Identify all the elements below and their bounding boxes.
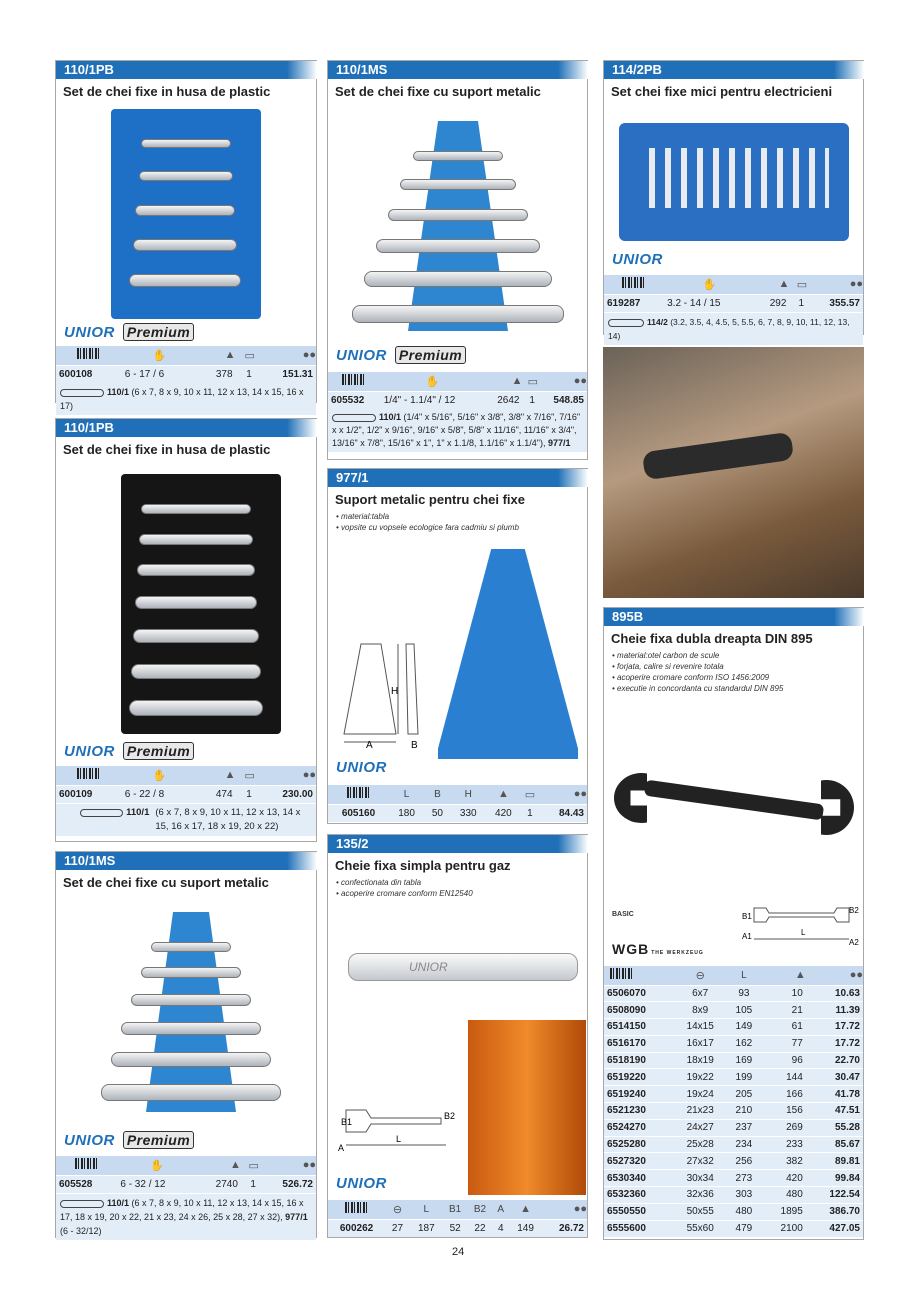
table-cell: 6508090 xyxy=(604,1002,674,1019)
table-cell: 30x34 xyxy=(674,1170,726,1187)
table-row xyxy=(604,1103,863,1120)
package-qty-icon: ▭ xyxy=(244,769,255,782)
wrench-icon xyxy=(332,414,376,422)
product-code: 110/1PB xyxy=(56,61,316,79)
set-contents-note: 110/1 (6 x 7, 8 x 9, 10 x 11, 12 x 13, 14 x 15, 16 x 17, 18 x 19, 20 x 22, 21 x 23, 24 x 26, 25 x 28, 27 x 32), 977/1 (6 - 32/12) xyxy=(56,1194,316,1240)
package-qty-icon: ▭ xyxy=(248,1159,259,1172)
product-table: L B H ▲ ▭ ●● 605160 180 50 330 420 1 84.43 xyxy=(328,785,587,822)
table-row: 605532 1/4" - 1.1/4" / 12 2642 1 548.85 xyxy=(328,391,587,409)
barcode-icon xyxy=(622,277,646,288)
product-title: Cheie fixa simpla pentru gaz xyxy=(335,858,511,873)
table-row xyxy=(604,1002,863,1019)
table-cell: 6532360 xyxy=(604,1187,674,1204)
wrench-icon xyxy=(80,809,123,817)
table-cell: 47.51 xyxy=(806,1103,863,1120)
unior-premium-logo: UNIOR Premium xyxy=(64,742,194,760)
product-table xyxy=(328,372,587,409)
table-cell: 210 xyxy=(726,1103,761,1120)
table-cell: 6519240 xyxy=(604,1086,674,1103)
weight-icon: ▲ xyxy=(224,769,236,782)
product-table xyxy=(56,1156,316,1193)
table-cell: 427.05 xyxy=(806,1220,863,1237)
metal-stand-image xyxy=(438,549,578,759)
electrician-wrench-set-image xyxy=(619,123,849,241)
table-row xyxy=(604,1203,863,1220)
product-110-1ms-b xyxy=(327,60,588,460)
package-qty-icon: ▭ xyxy=(527,375,538,388)
hand-size-icon: ✋ xyxy=(702,278,717,291)
unior-logo: UNIOR xyxy=(612,251,663,268)
table-row xyxy=(604,985,863,1002)
feature-bullet: • forjata, calire si revenire totala xyxy=(612,662,724,671)
svg-text:H: H xyxy=(391,686,399,697)
table-cell: 2100 xyxy=(762,1220,806,1237)
wrench-icon xyxy=(608,319,644,327)
table-row: 600262 27 187 52 22 4 149 26.72 xyxy=(328,1219,587,1237)
unior-premium-logo: UNIOR Premium xyxy=(336,346,466,364)
coins-icon: ●● xyxy=(849,278,863,291)
page-number: 24 xyxy=(452,1246,465,1258)
product-code: 110/1PB xyxy=(56,419,316,437)
svg-text:B: B xyxy=(411,740,418,749)
table-cell: 11.39 xyxy=(806,1002,863,1019)
unior-premium-logo: UNIOR Premium xyxy=(64,1131,194,1149)
table-cell: 6x7 xyxy=(674,985,726,1002)
svg-text:L: L xyxy=(396,1134,402,1144)
table-row xyxy=(604,1019,863,1036)
product-code: 110/1MS xyxy=(56,852,316,870)
weight-icon: ▲ xyxy=(794,969,806,982)
table-row: 619287 3.2 - 14 / 15 292 1 355.57 xyxy=(604,294,863,312)
table-cell: 6524270 xyxy=(604,1119,674,1136)
svg-text:A1: A1 xyxy=(742,932,752,941)
table-cell: 99.84 xyxy=(806,1170,863,1187)
table-cell: 480 xyxy=(726,1203,761,1220)
product-135-2 xyxy=(327,834,588,1238)
coins-icon: ●● xyxy=(302,769,316,782)
barcode-icon xyxy=(77,348,101,359)
product-table xyxy=(56,766,316,803)
table-cell: 22.70 xyxy=(806,1052,863,1069)
table-cell: 6555600 xyxy=(604,1220,674,1237)
product-110-1pb-b xyxy=(55,418,317,842)
product-table: ⊖ L ▲ ●● 6506070 6x7 93 10 10.63 6508090 8x9 105 21 11.39 6514150 14x15 149 61 17.72 6516170 16x17 162 77 17.72 6518190 18x19 169 96 22.70 6519220 19x22 199 144 30.47 6519240 19x24 205 166 41.78 6521230 21x23 210 156 47.51 6524270 24x27 237 269 55.28 6525280 25x28 234 233 85.67 6527320 27x32 256 382 89.81 6530340 30x34 273 420 99.84 6532360 32x36 303 480 122.54 6550550 50x55 480 1895 386.70 6555600 55x60 479 2100 427.05 xyxy=(604,966,863,1237)
coins-icon: ●● xyxy=(573,1203,587,1216)
wrench-set-metal-stand-image xyxy=(96,912,286,1122)
table-cell: 21 xyxy=(762,1002,806,1019)
set-contents-note: 110/1 (6 x 7, 8 x 9, 10 x 11, 12 x 13, 14 x 15, 16 x 17, 18 x 19, 20 x 22) xyxy=(56,804,316,836)
feature-bullet: • vopsite cu vopsele ecologice fara cadmiu si plumb xyxy=(336,523,519,532)
table-cell: 420 xyxy=(762,1170,806,1187)
table-row: 600109 6 - 22 / 8 474 1 230.00 xyxy=(56,785,316,803)
table-cell: 169 xyxy=(726,1052,761,1069)
double-open-end-wrench-image xyxy=(614,768,854,833)
product-title: Set de chei fixe in husa de plastic xyxy=(63,84,271,99)
unior-premium-logo: UNIOR Premium xyxy=(64,323,194,341)
svg-text:L: L xyxy=(801,928,806,937)
product-code: 977/1 xyxy=(328,469,587,487)
product-title: Cheie fixa dubla dreapta DIN 895 xyxy=(611,631,813,646)
product-title: Set de chei fixe cu suport metalic xyxy=(335,84,541,99)
table-cell: 55.28 xyxy=(806,1119,863,1136)
table-cell: 77 xyxy=(762,1035,806,1052)
basic-logo: BASIC xyxy=(612,911,634,918)
table-cell: 234 xyxy=(726,1136,761,1153)
table-cell: 149 xyxy=(726,1019,761,1036)
table-cell: 6521230 xyxy=(604,1103,674,1120)
barcode-icon xyxy=(347,787,371,798)
weight-icon: ▲ xyxy=(497,788,509,801)
table-cell: 6527320 xyxy=(604,1153,674,1170)
svg-text:B1: B1 xyxy=(341,1117,353,1127)
table-cell: 199 xyxy=(726,1069,761,1086)
table-cell: 122.54 xyxy=(806,1187,863,1204)
unior-logo: UNIOR xyxy=(336,1175,387,1192)
wrench-icon xyxy=(60,389,104,397)
hands-holding-wrench-photo xyxy=(603,347,864,598)
table-cell: 30.47 xyxy=(806,1069,863,1086)
table-cell: 10.63 xyxy=(806,985,863,1002)
weight-icon: ▲ xyxy=(520,1203,531,1216)
table-cell: 237 xyxy=(726,1119,761,1136)
wrench-set-pouch-image xyxy=(111,109,261,319)
wrench-dimension-diagram xyxy=(739,903,859,948)
table-cell: 233 xyxy=(762,1136,806,1153)
product-table: ⊖ L B1 B2 A ▲ ●● 600262 27 187 52 22 4 149 26.72 xyxy=(328,1200,587,1237)
feature-bullet: • acoperire cromare conform ISO 1456:2009 xyxy=(612,673,770,682)
weight-icon: ▲ xyxy=(778,278,790,291)
svg-text:A2: A2 xyxy=(849,938,859,947)
table-cell: 18x19 xyxy=(674,1052,726,1069)
feature-bullet: • confectionata din tabla xyxy=(336,878,422,887)
wrench-size-icon: ⊖ xyxy=(392,1203,403,1216)
product-title: Suport metalic pentru chei fixe xyxy=(335,492,525,507)
table-row xyxy=(604,1086,863,1103)
product-code: 114/2PB xyxy=(604,61,863,79)
hand-size-icon: ✋ xyxy=(425,375,440,388)
table-cell: 479 xyxy=(726,1220,761,1237)
table-cell: 273 xyxy=(726,1170,761,1187)
coins-icon: ●● xyxy=(302,1159,316,1172)
product-110-1ms-a xyxy=(55,851,317,1238)
hand-size-icon: ✋ xyxy=(152,769,167,782)
table-cell: 8x9 xyxy=(674,1002,726,1019)
table-row xyxy=(604,1187,863,1204)
table-row xyxy=(604,1052,863,1069)
wrench-icon xyxy=(60,1200,104,1208)
table-cell: 24x27 xyxy=(674,1119,726,1136)
table-cell: 256 xyxy=(726,1153,761,1170)
table-cell: 162 xyxy=(726,1035,761,1052)
wrench-set-metal-stand-image xyxy=(348,121,568,341)
table-cell: 166 xyxy=(762,1086,806,1103)
table-cell: 27x32 xyxy=(674,1153,726,1170)
table-cell: 6506070 xyxy=(604,985,674,1002)
table-row: 605160 180 50 330 420 1 84.43 xyxy=(328,804,587,822)
wrench-size-icon: ⊖ xyxy=(695,969,705,982)
package-qty-icon: ▭ xyxy=(796,278,808,291)
product-code: 110/1MS xyxy=(328,61,587,79)
table-cell: 205 xyxy=(726,1086,761,1103)
table-cell: 55x60 xyxy=(674,1220,726,1237)
gas-cylinder-photo xyxy=(468,1020,586,1195)
wrench-dimension-diagram xyxy=(336,1105,461,1155)
table-row xyxy=(604,1170,863,1187)
barcode-icon xyxy=(342,374,366,385)
table-cell: 6514150 xyxy=(604,1019,674,1036)
table-cell: 50x55 xyxy=(674,1203,726,1220)
product-table xyxy=(604,275,863,312)
table-cell: 303 xyxy=(726,1187,761,1204)
product-977-1 xyxy=(327,468,588,824)
set-contents-note: 110/1 (1/4" x 5/16", 5/16" x 3/8", 3/8" x 7/16", 7/16" x x 1/2", 1/2" x 9/16", 9/16" x 5/8", 5/8" x 11/16", 11/16" x 3/4", 13/16" x 7/8", 15/16" x 1", 1" x 1.1/8, 1.1/16" x 1.1/4"), 977/1 xyxy=(328,409,587,452)
table-cell: 144 xyxy=(762,1069,806,1086)
table-cell: 16x17 xyxy=(674,1035,726,1052)
weight-icon: ▲ xyxy=(511,375,523,388)
table-cell: 32x36 xyxy=(674,1187,726,1204)
table-cell: 6550550 xyxy=(604,1203,674,1220)
svg-text:A: A xyxy=(366,740,373,749)
table-row xyxy=(604,1153,863,1170)
table-cell: 480 xyxy=(762,1187,806,1204)
table-cell: 6516170 xyxy=(604,1035,674,1052)
svg-text:B2: B2 xyxy=(849,906,859,915)
product-114-2pb xyxy=(603,60,864,341)
table-row: 605528 6 - 32 / 12 2740 1 526.72 xyxy=(56,1175,316,1193)
table-cell: 41.78 xyxy=(806,1086,863,1103)
table-cell: 6530340 xyxy=(604,1170,674,1187)
table-cell: 386.70 xyxy=(806,1203,863,1220)
coins-icon: ●● xyxy=(573,788,587,801)
table-cell: 17.72 xyxy=(806,1035,863,1052)
barcode-icon xyxy=(75,1158,99,1169)
table-cell: 17.72 xyxy=(806,1019,863,1036)
table-cell: 6519220 xyxy=(604,1069,674,1086)
svg-text:B2: B2 xyxy=(444,1111,456,1121)
product-code: 895B xyxy=(604,608,863,626)
coins-icon: ●● xyxy=(573,375,587,388)
table-cell: 156 xyxy=(762,1103,806,1120)
set-contents-note: 110/1 (6 x 7, 8 x 9, 10 x 11, 12 x 13, 14 x 15, 16 x 17) xyxy=(56,383,316,415)
product-title: Set de chei fixe in husa de plastic xyxy=(63,442,271,457)
product-title: Set de chei fixe cu suport metalic xyxy=(63,875,269,890)
coins-icon: ●● xyxy=(849,969,863,982)
table-cell: 6525280 xyxy=(604,1136,674,1153)
table-row xyxy=(604,1069,863,1086)
weight-icon: ▲ xyxy=(230,1159,241,1172)
stand-dimension-diagram xyxy=(336,634,431,749)
table-row xyxy=(604,1119,863,1136)
weight-icon: ▲ xyxy=(224,349,236,362)
table-row xyxy=(604,1220,863,1237)
gas-wrench-image: UNIOR xyxy=(348,953,578,981)
coins-icon: ●● xyxy=(302,349,316,362)
feature-bullet: • acoperire cromare conform EN12540 xyxy=(336,889,473,898)
table-cell: 19x24 xyxy=(674,1086,726,1103)
product-code: 135/2 xyxy=(328,835,587,853)
barcode-icon xyxy=(345,1202,369,1213)
table-row xyxy=(604,1035,863,1052)
table-cell: 93 xyxy=(726,985,761,1002)
product-895b xyxy=(603,607,864,1240)
table-cell: 10 xyxy=(762,985,806,1002)
product-110-1pb-a xyxy=(55,60,317,411)
barcode-icon xyxy=(610,968,634,979)
table-cell: 25x28 xyxy=(674,1136,726,1153)
table-cell: 269 xyxy=(762,1119,806,1136)
set-contents-note: 114/2 (3.2, 3.5, 4, 4.5, 5, 5.5, 6, 7, 8, 9, 10, 11, 12, 13, 14) xyxy=(604,313,863,345)
table-cell: 105 xyxy=(726,1002,761,1019)
product-title: Set chei fixe mici pentru electricieni xyxy=(611,84,833,99)
table-cell: 382 xyxy=(762,1153,806,1170)
feature-bullet: • material:tabla xyxy=(336,512,390,521)
table-cell: 85.67 xyxy=(806,1136,863,1153)
table-cell: 6518190 xyxy=(604,1052,674,1069)
table-cell: 14x15 xyxy=(674,1019,726,1036)
feature-bullet: • executie in concordanta cu standardul DIN 895 xyxy=(612,684,784,693)
wgb-logo: WGB THE WERKZEUG xyxy=(612,941,704,957)
table-cell: 21x23 xyxy=(674,1103,726,1120)
package-qty-icon: ▭ xyxy=(244,349,255,362)
svg-text:A: A xyxy=(338,1143,345,1153)
table-cell: 89.81 xyxy=(806,1153,863,1170)
wrench-set-black-pouch-image xyxy=(121,474,281,734)
package-qty-icon: ▭ xyxy=(524,788,536,801)
table-cell: 96 xyxy=(762,1052,806,1069)
table-cell: 19x22 xyxy=(674,1069,726,1086)
unior-logo: UNIOR xyxy=(336,759,387,776)
svg-text:B1: B1 xyxy=(742,912,752,921)
table-row xyxy=(604,1136,863,1153)
table-row: 600108 6 - 17 / 6 378 1 151.31 xyxy=(56,365,316,383)
table-cell: 1895 xyxy=(762,1203,806,1220)
feature-bullet: • material:otel carbon de scule xyxy=(612,651,720,660)
hand-size-icon: ✋ xyxy=(150,1159,164,1172)
barcode-icon xyxy=(77,768,101,779)
product-table xyxy=(56,346,316,383)
hand-size-icon: ✋ xyxy=(152,349,167,362)
table-cell: 61 xyxy=(762,1019,806,1036)
